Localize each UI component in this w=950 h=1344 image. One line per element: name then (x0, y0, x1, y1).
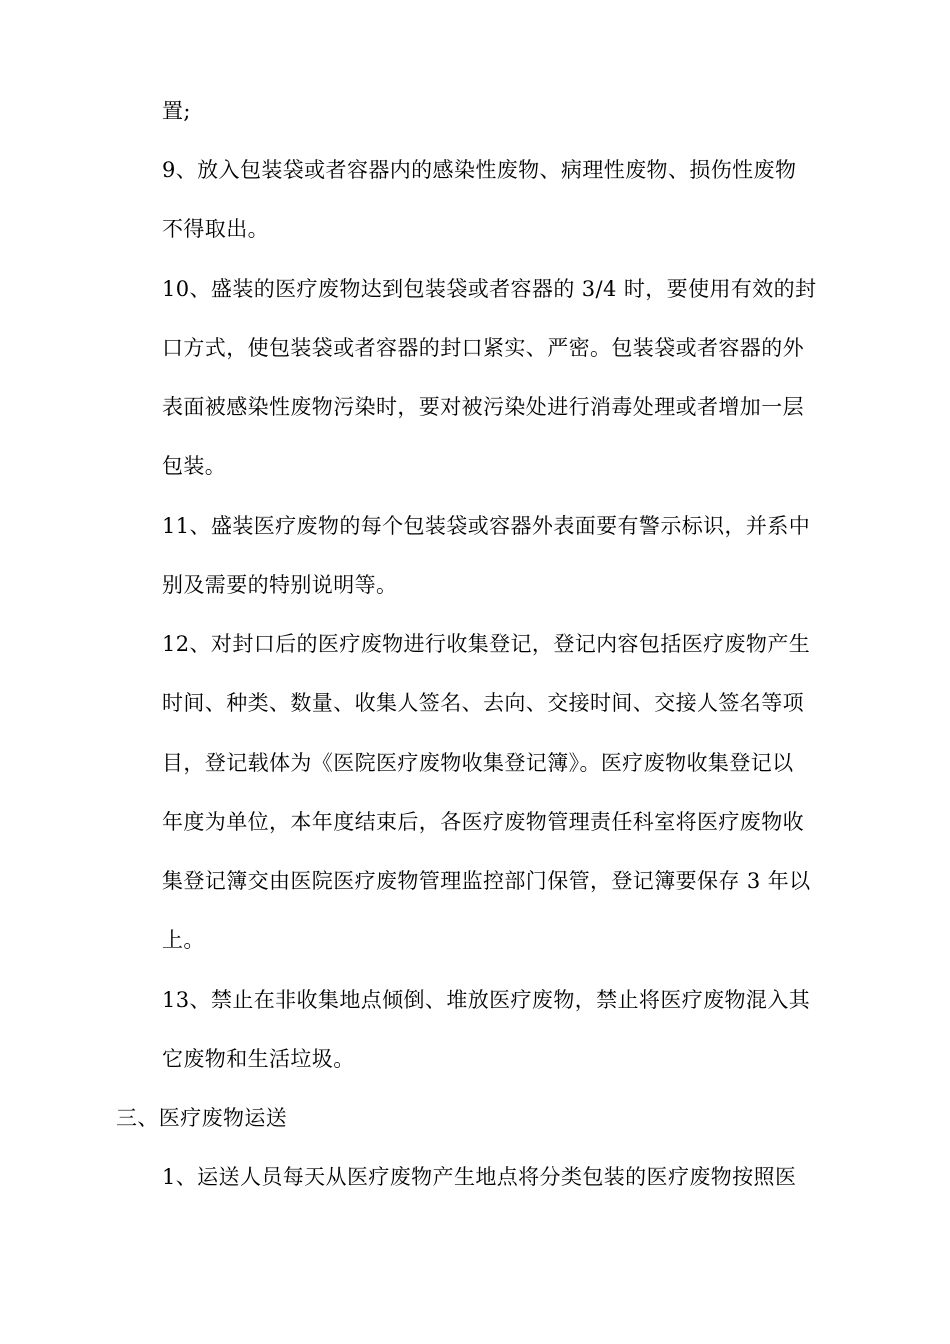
text-line: 表面被感染性废物污染时，要对被污染处进行消毒处理或者增加一层 (162, 395, 804, 419)
text-line: 置; (162, 99, 191, 123)
text-line: 9、放入包装袋或者容器内的感染性废物、病理性废物、损伤性废物 (162, 158, 797, 182)
text-line: 集登记簿交由医院医疗废物管理监控部门保管，登记簿要保存 3 年以 (162, 869, 811, 893)
text-line: 口方式，使包装袋或者容器的封口紧实、严密。包装袋或者容器的外 (162, 336, 804, 360)
text-line: 不得取出。 (162, 217, 269, 241)
text-line: 年度为单位，本年度结束后，各医疗废物管理责任科室将医疗废物收 (162, 810, 804, 834)
text-line: 11、盛装医疗废物的每个包装袋或容器外表面要有警示标识，并系中 (162, 514, 811, 538)
text-line: 12、对封口后的医疗废物进行收集登记，登记内容包括医疗废物产生 (162, 632, 811, 656)
section-heading: 三、医疗废物运送 (116, 1106, 288, 1130)
text-line: 时间、种类、数量、收集人签名、去向、交接时间、交接人签名等项 (162, 691, 804, 715)
text-line: 10、盛装的医疗废物达到包装袋或者容器的 3/4 时，要使用有效的封 (162, 277, 817, 301)
text-line: 它废物和生活垃圾。 (162, 1047, 355, 1071)
text-line: 13、禁止在非收集地点倾倒、堆放医疗废物，禁止将医疗废物混入其 (162, 988, 811, 1012)
text-line: 1、运送人员每天从医疗废物产生地点将分类包装的医疗废物按照医 (162, 1165, 797, 1189)
text-line: 上。 (162, 928, 205, 952)
text-line: 包装。 (162, 454, 227, 478)
text-line: 别及需要的特别说明等。 (162, 573, 398, 597)
text-line: 目，登记载体为《医院医疗废物收集登记簿》。医疗废物收集登记以 (162, 751, 794, 775)
